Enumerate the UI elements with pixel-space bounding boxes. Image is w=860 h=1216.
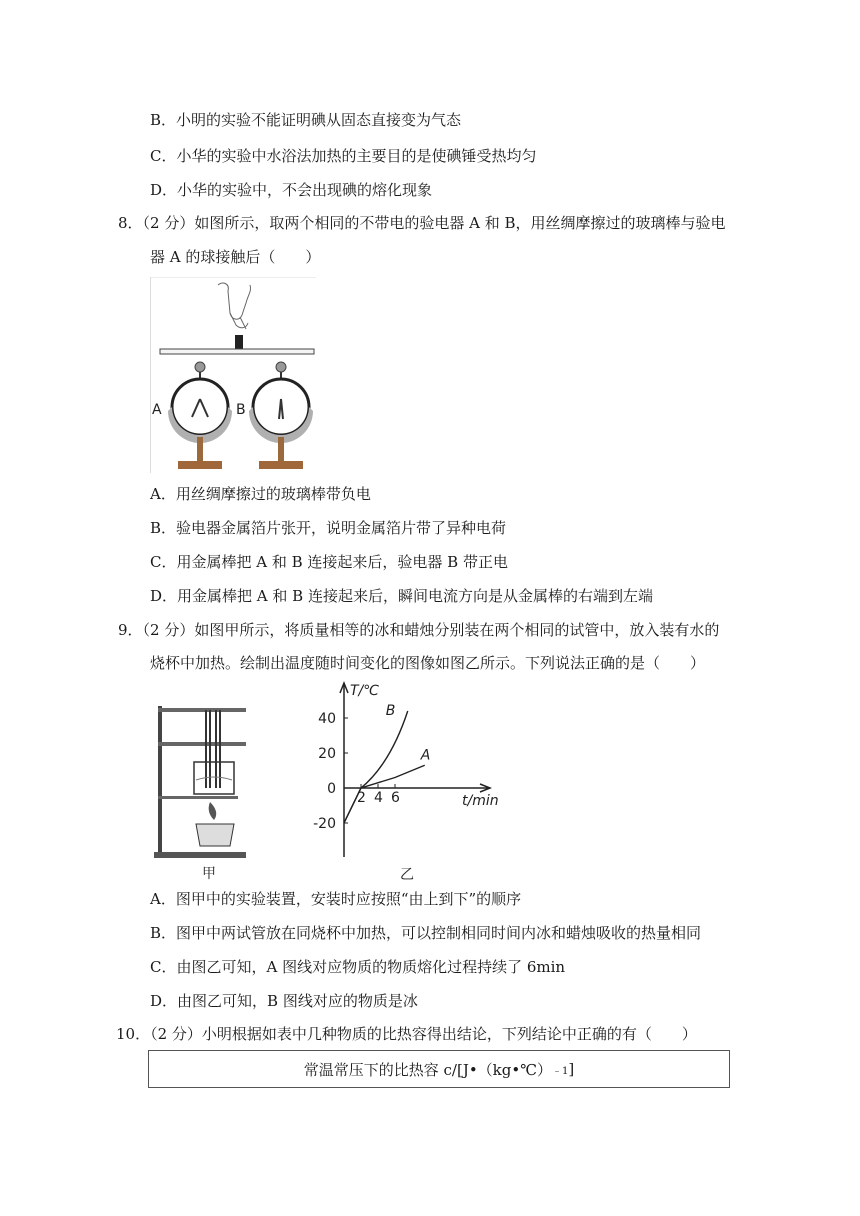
electroscope-a — [168, 362, 232, 469]
y-tick-label: 20 — [318, 746, 336, 762]
q8-option-b: B．验电器金属箔片张开，说明金属箔片带了异种电荷 — [150, 519, 507, 537]
q9-option-a: A．图甲中的实验装置，安装时应按照“由上到下”的顺序 — [150, 890, 522, 908]
specific-heat-table-header — [148, 1050, 730, 1088]
q10-stem: 10．（2 分）小明根据如表中几种物质的比热容得出结论，下列结论中正确的有（ ） — [116, 1025, 697, 1043]
q7-option-b: B．小明的实验不能证明碘从固态直接变为气态 — [150, 111, 462, 129]
label-a: A — [152, 402, 162, 418]
table-header-text: 常温常压下的比热容 c/[J•（kg•℃） — [303, 1060, 553, 1079]
y-tick-label: 40 — [318, 711, 336, 727]
glass-rod — [235, 335, 243, 349]
y-tick-label: 0 — [327, 781, 336, 797]
q8-electroscope-figure — [150, 277, 316, 473]
label-yi: 乙 — [400, 867, 414, 883]
q9-temperature-chart — [300, 675, 510, 885]
x-tick-label: 4 — [374, 790, 383, 806]
y-tick-label: -20 — [313, 816, 336, 832]
q8-option-a: A．用丝绸摩擦过的玻璃棒带负电 — [150, 485, 371, 503]
q9-option-d: D．由图乙可知，B 图线对应的物质是冰 — [150, 992, 418, 1010]
q8-option-c: C．用金属棒把 A 和 B 连接起来后，验电器 B 带正电 — [150, 553, 508, 571]
label-jia: 甲 — [202, 866, 216, 880]
hand-icon — [218, 283, 251, 329]
q7-option-d: D．小华的实验中，不会出现碘的熔化现象 — [150, 181, 433, 199]
series-line-b — [344, 711, 408, 823]
q8-stem-line2: 器 A 的球接触后（ ） — [150, 248, 321, 266]
label-b: B — [236, 402, 246, 418]
q9-stem-line2: 烧杯中加热。绘制出温度随时间变化的图像如图乙所示。下列说法正确的是（ ） — [150, 654, 706, 672]
table-header-end: ] — [568, 1060, 575, 1078]
x-axis-label: t/min — [462, 793, 499, 809]
y-axis-label: T/℃ — [350, 683, 379, 699]
metal-bar — [160, 349, 314, 354]
x-tick-label: 6 — [391, 790, 400, 806]
series-label-b: B — [385, 703, 396, 719]
q9-option-b: B．图甲中两试管放在同烧杯中加热，可以控制相同时间内冰和蜡烛吸收的热量相同 — [150, 924, 702, 942]
q9-stem-line1: 9．（2 分）如图甲所示，将质量相等的冰和蜡烛分别装在两个相同的试管中，放入装有水的 — [118, 621, 720, 639]
table-header-sup: ﹣1 — [552, 1065, 569, 1077]
q8-stem-line1: 8．（2 分）如图所示，取两个相同的不带电的验电器 A 和 B，用丝绸摩擦过的玻璃棒与验电 — [118, 214, 726, 232]
q8-option-d: D．用金属棒把 A 和 B 连接起来后，瞬间电流方向是从金属棒的右端到左端 — [150, 587, 653, 605]
q9-option-c: C．由图乙可知，A 图线对应物质的物质熔化过程持续了 6min — [150, 958, 566, 976]
series-label-a: A — [420, 747, 431, 764]
q9-apparatus-figure — [150, 700, 250, 880]
q7-option-c: C．小华的实验中水浴法加热的主要目的是使碘锤受热均匀 — [150, 147, 537, 165]
x-tick-label: 2 — [357, 790, 366, 806]
electroscope-b — [249, 362, 313, 469]
